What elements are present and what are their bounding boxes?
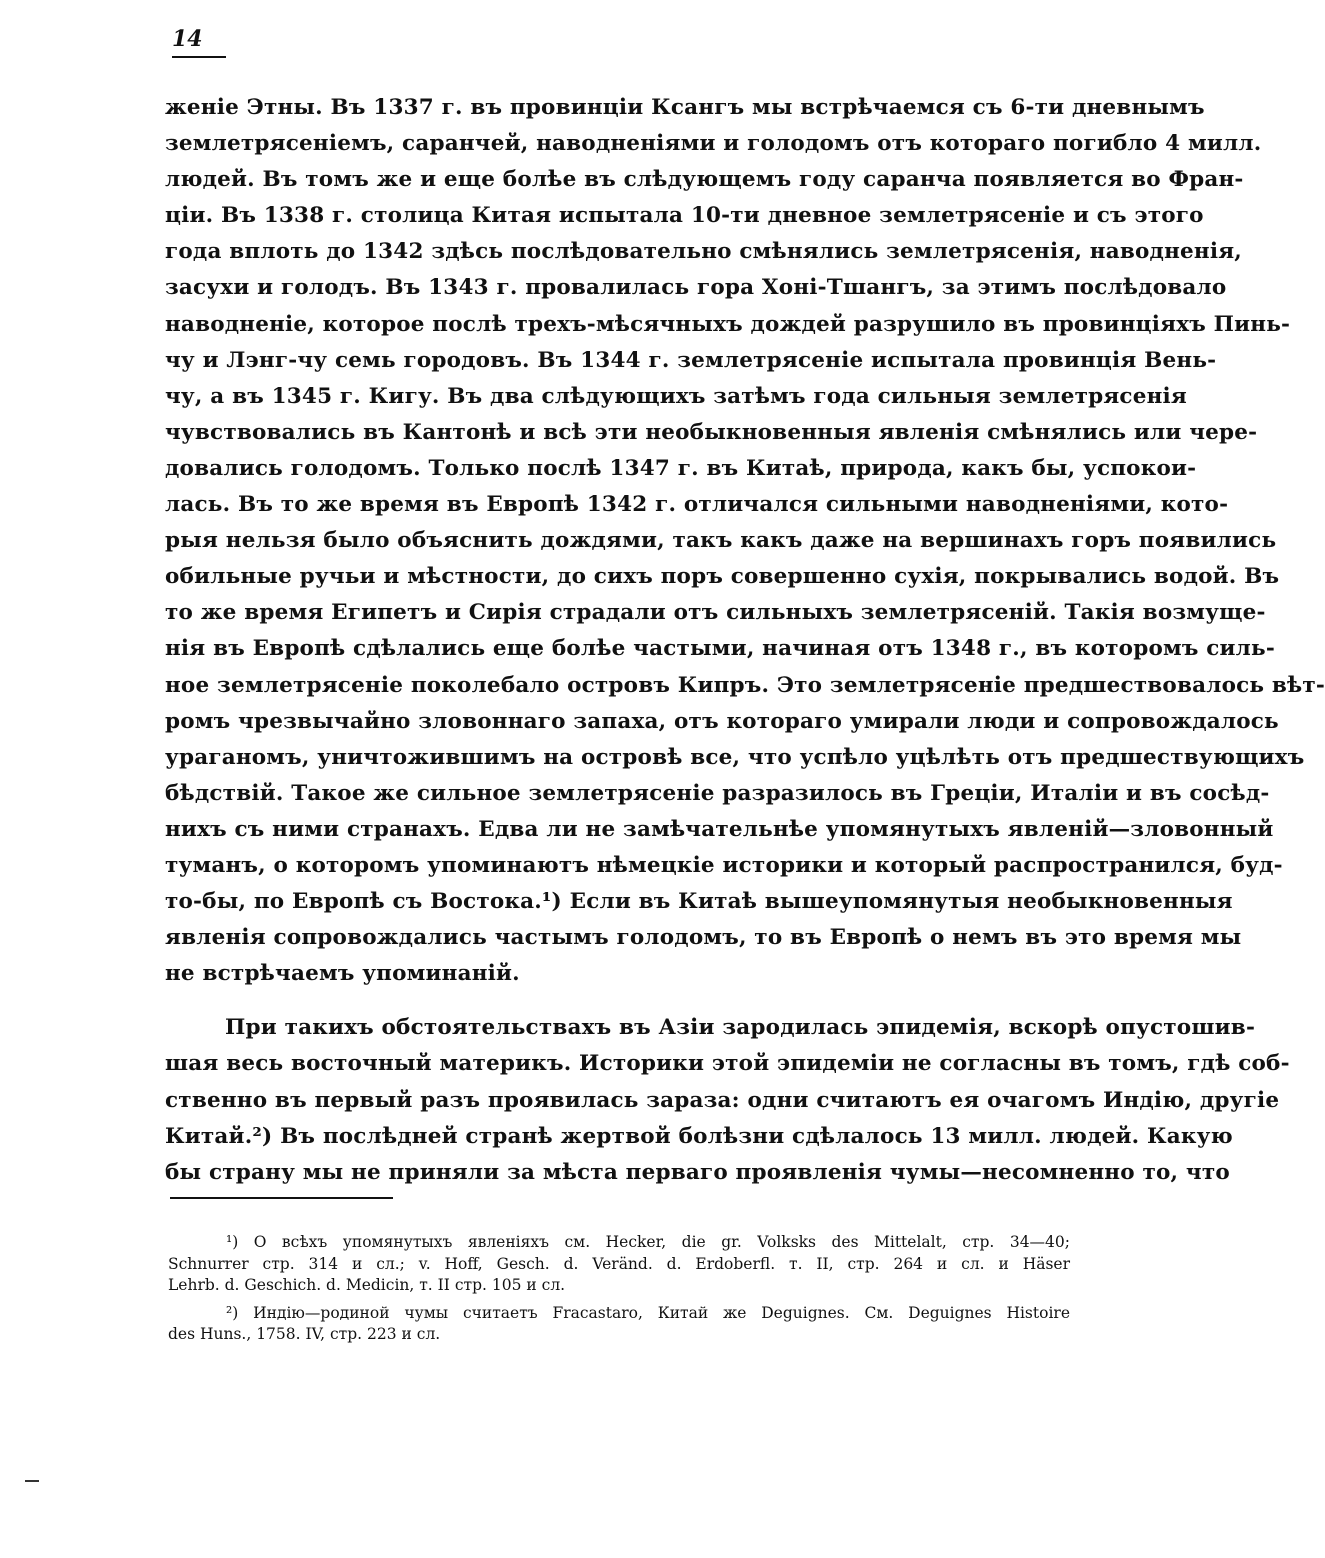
footnote-line: ²) Индію—родиной чумы считаетъ Fracastaro, Китай же Deguignes. См. Deguignes Histoire: [226, 1303, 1070, 1322]
text-line: наводненіе, которое послѣ трехъ-мѣсячныхъ дождей разрушило въ провинціяхъ Пинь-: [165, 311, 1291, 337]
text-line: года вплоть до 1342 здѣсь послѣдовательно смѣнялись землетрясенія, наводненія,: [165, 239, 1242, 265]
text-line: женіе Этны. Въ 1337 г. въ провинціи Ксангъ мы встрѣчаемся съ 6-ти дневнымъ: [165, 95, 1205, 120]
text-line: людей. Въ томъ же и еще болѣе въ слѣдующемъ году саранча появляется во Фран-: [165, 167, 1244, 193]
text-line: Китай.²) Въ послѣдней странѣ жертвой болѣзни сдѣлалось 13 милл. людей. Какую: [165, 1123, 1233, 1149]
page-number: 14: [172, 26, 226, 58]
text-line: явленія сопровождались частымъ голодомъ, то въ Европѣ о немъ въ это время мы: [165, 925, 1242, 951]
footnotes: [168, 1232, 1070, 1346]
text-line: чу, а въ 1345 г. Кигу. Въ два слѣдующихъ затѣмъ года сильныя землетрясенія: [165, 383, 1187, 409]
text-line: лась. Въ то же время въ Европѣ 1342 г. отличался сильными наводненіями, кото-: [165, 492, 1229, 518]
text-line: довались голодомъ. Только послѣ 1347 г. въ Китаѣ, природа, какъ бы, успокои-: [165, 455, 1197, 481]
text-line: рыя нельзя было объяснить дождями, такъ какъ даже на вершинахъ горъ появились: [165, 528, 1277, 554]
text-line: нія въ Европѣ сдѣлались еще болѣе частыми, начиная отъ 1348 г., въ которомъ силь-: [165, 636, 1275, 662]
text-line: чу и Лэнг-чу семь городовъ. Въ 1344 г. землетрясеніе испытала провинція Вень-: [165, 347, 1217, 373]
footnote-divider: [170, 1197, 393, 1199]
text-line: нихъ съ ними странахъ. Едва ли не замѣчательнѣе упомянутыхъ явленій—зловонный: [165, 816, 1274, 842]
text-line: землетрясеніемъ, саранчей, наводненіями и голодомъ отъ котораго погибло 4 милл.: [165, 131, 1262, 157]
paragraph: [165, 90, 1325, 992]
text-line: не встрѣчаемъ упоминаній.: [165, 961, 520, 987]
text-line: ное землетрясеніе поколебало островъ Кипръ. Это землетрясеніе предшествовалось вѣт-: [165, 672, 1325, 698]
text-line: обильные ручьи и мѣстности, до сихъ поръ совершенно сухія, покрывались водой. Въ: [165, 564, 1280, 590]
text-line: ціи. Въ 1338 г. столица Китая испытала 10-ти дневное землетрясеніе и съ этого: [165, 203, 1204, 229]
text-line: засухи и голодъ. Въ 1343 г. провалилась гора Хоні-Тшангъ, за этимъ послѣдовало: [165, 275, 1227, 301]
paragraph: [165, 1010, 1290, 1190]
footnote-line: Schnurrer стр. 314 и сл.; v. Hoff, Gesch. d. Veränd. d. Erdoberfl. т. II, стр. 264 и сл. и Häser: [168, 1254, 1070, 1273]
body-text: [165, 90, 1325, 1191]
text-line: то-бы, по Европѣ съ Востока.¹) Если въ Китаѣ вышеупомянутыя необыкновенныя: [165, 889, 1233, 915]
text-line: ственно въ первый разъ проявилась зараза: одни считаютъ ея очагомъ Индію, другіе: [165, 1087, 1280, 1113]
text-line: чувствовались въ Кантонѣ и всѣ эти необыкновенныя явленія смѣнялись или чере-: [165, 419, 1258, 445]
footnote: [168, 1232, 1070, 1297]
text-line: то же время Египетъ и Сирія страдали отъ сильныхъ землетрясеній. Такія возмуще-: [165, 600, 1266, 626]
paragraph-gap: [165, 992, 1070, 1010]
text-line: туманъ, о которомъ упоминаютъ нѣмецкіе историки и который распространился, буд-: [165, 852, 1283, 878]
footnote-line: Lehrb. d. Geschich. d. Medicin, т. II стр. 105 и сл.: [168, 1276, 566, 1294]
footnote-line: des Huns., 1758. IV, стр. 223 и сл.: [168, 1325, 441, 1343]
text-line: бѣдствій. Такое же сильное землетрясеніе разразилось въ Греціи, Италіи и въ сосѣд-: [165, 780, 1270, 806]
text-line: ураганомъ, уничтожившимъ на островѣ все, что успѣло уцѣлѣть отъ предшествующихъ: [165, 744, 1305, 770]
margin-mark: [25, 1480, 39, 1482]
text-line: бы страну мы не приняли за мѣста перваго проявленія чумы—несомненно то, что: [165, 1159, 1230, 1185]
footnote: [168, 1303, 1070, 1346]
footnote-line: ¹) О всѣхъ упомянутыхъ явленіяхъ см. Hecker, die gr. Volksks des Mittelalt, стр. 34—40;: [226, 1233, 1070, 1251]
text-line: При такихъ обстоятельствахъ въ Азіи зародилась эпидемія, вскорѣ опустошив-: [225, 1015, 1256, 1041]
text-line: ромъ чрезвычайно зловоннаго запаха, отъ котораго умирали люди и сопровождалось: [165, 708, 1279, 734]
text-line: шая весь восточный материкъ. Историки этой эпидеміи не согласны въ томъ, гдѣ соб-: [165, 1051, 1290, 1077]
